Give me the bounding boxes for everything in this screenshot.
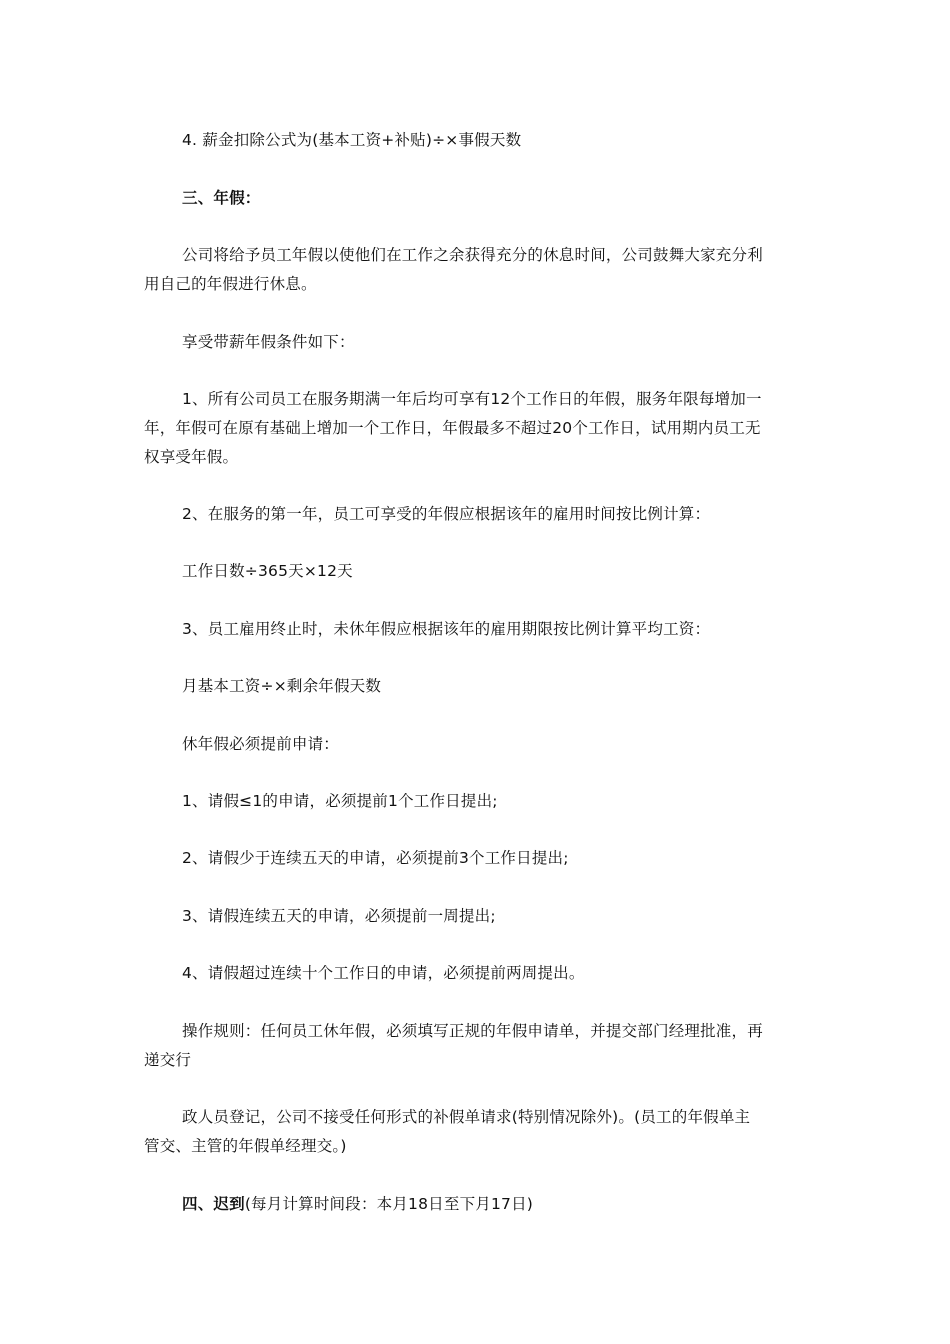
paragraph-annual-leave-intro-line2: 用自己的年假进行休息。 bbox=[144, 275, 317, 293]
rule-item-1: 1、请假≤1的申请，必须提前1个工作日提出; bbox=[182, 792, 498, 810]
section-heading-lateness-period: (每月计算时间段：本月18日至下月17日) bbox=[244, 1195, 534, 1213]
formula-monthly-salary: 月基本工资÷×剩余年假天数 bbox=[182, 677, 382, 695]
rule-item-4: 4、请假超过连续十个工作日的申请，必须提前两周提出。 bbox=[182, 964, 585, 982]
formula-working-days: 工作日数÷365天×12天 bbox=[182, 562, 353, 580]
paragraph-condition-1-line2: 年，年假可在原有基础上增加一个工作日，年假最多不超过20个工作日，试用期内员工无 bbox=[144, 419, 761, 437]
paragraph-condition-1-line3: 权享受年假。 bbox=[144, 448, 239, 466]
paragraph-registration-line1: 政人员登记，公司不接受任何形式的补假单请求(特别情况除外)。(员工的年假单主 bbox=[182, 1108, 751, 1126]
paragraph-registration-line2: 管交、主管的年假单经理交。) bbox=[144, 1137, 347, 1155]
section-heading-lateness bbox=[144, 1190, 847, 1219]
paragraph-operation-rules-line2: 递交行 bbox=[144, 1051, 192, 1069]
paragraph-operation-rules-line1: 操作规则：任何员工休年假，必须填写正规的年假申请单，并提交部门经理批准，再 bbox=[182, 1022, 763, 1040]
section-heading-annual-leave: 三、年假： bbox=[182, 189, 261, 207]
section-heading-lateness-title: 四、迟到 bbox=[182, 1195, 245, 1213]
paragraph-annual-leave-intro-line1: 公司将给予员工年假以使他们在工作之余获得充分的休息时间，公司鼓舞大家充分利 bbox=[182, 246, 763, 264]
rule-item-3: 3、请假连续五天的申请，必须提前一周提出; bbox=[182, 907, 496, 925]
paragraph-condition-3: 3、员工雇用终止时，未休年假应根据该年的雇用期限按比例计算平均工资： bbox=[182, 620, 711, 638]
paragraph-paid-leave-conditions: 享受带薪年假条件如下： bbox=[182, 333, 355, 351]
paragraph-condition-2: 2、在服务的第一年，员工可享受的年假应根据该年的雇用时间按比例计算： bbox=[182, 505, 711, 523]
rule-item-2: 2、请假少于连续五天的申请，必须提前3个工作日提出; bbox=[182, 849, 569, 867]
paragraph-advance-application: 休年假必须提前申请： bbox=[182, 735, 340, 753]
paragraph-salary-deduction-formula: 4. 薪金扣除公式为(基本工资+补贴)÷×事假天数 bbox=[182, 131, 522, 149]
paragraph-condition-1-line1: 1、所有公司员工在服务期满一年后均可享有12个工作日的年假，服务年限每增加一 bbox=[182, 390, 762, 408]
